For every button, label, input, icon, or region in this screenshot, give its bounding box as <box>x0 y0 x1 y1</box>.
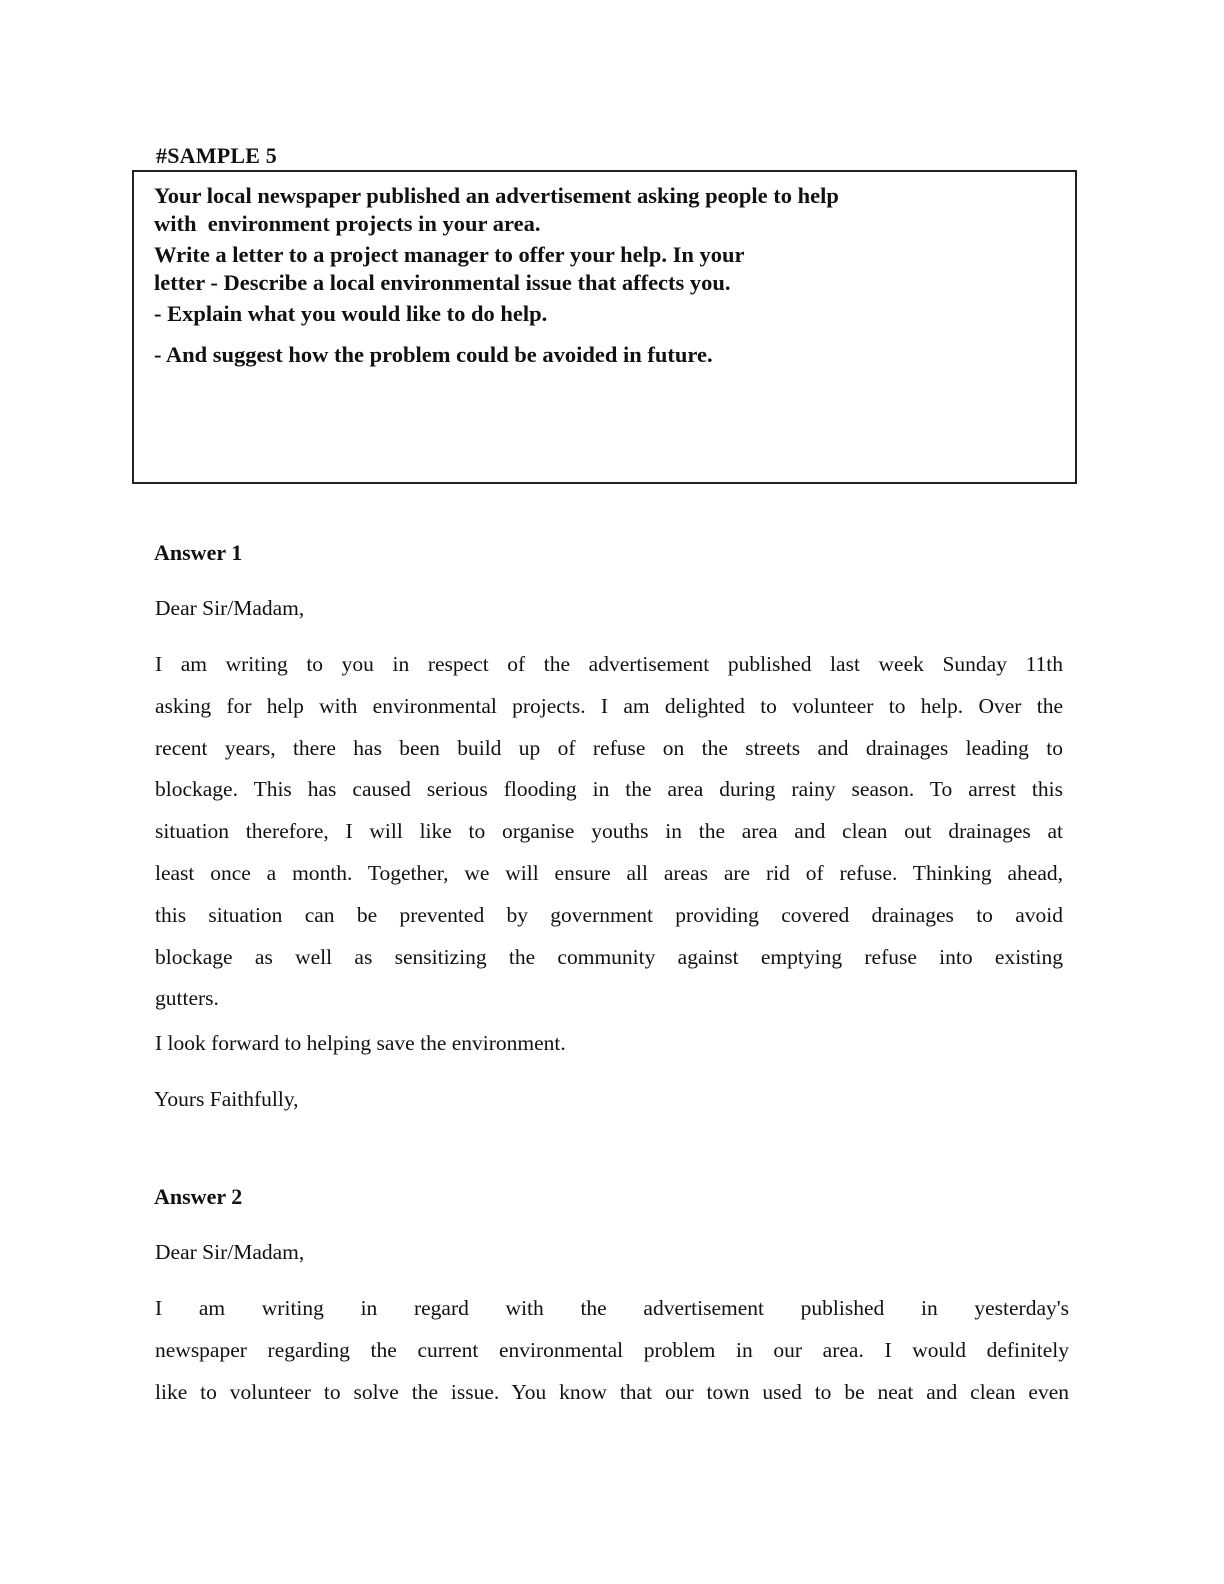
prompt-line: letter - Describe a local environmental issue that affects you. <box>154 270 731 295</box>
answer-1-body-line: least once a month. Together, we will ensure all areas are rid of refuse. Thinking ahead, <box>155 861 1063 885</box>
answer-2-salutation: Dear Sir/Madam, <box>155 1240 305 1264</box>
prompt-line: Your local newspaper published an advertisement asking people to help <box>154 183 839 208</box>
answer-1-body-line: blockage. This has caused serious flooding in the area during rainy season. To arrest this <box>155 777 1063 801</box>
answer-1-salutation: Dear Sir/Madam, <box>155 596 305 620</box>
answer-2-body-line: I am writing in regard with the advertisement published in yesterday's <box>155 1296 1069 1320</box>
prompt-line: with environment projects in your area. <box>154 211 541 236</box>
prompt-line: - Explain what you would like to do help. <box>154 301 548 326</box>
answer-2-body-line: newspaper regarding the current environmental problem in our area. I would definitely <box>155 1338 1069 1362</box>
answer-2-heading: Answer 2 <box>154 1184 243 1209</box>
sample-title: #SAMPLE 5 <box>156 143 277 168</box>
answer-1-body-line: situation therefore, I will like to organise youths in the area and clean out drainages at <box>155 819 1063 843</box>
answer-1-closing-line: I look forward to helping save the environment. <box>155 1031 566 1055</box>
answer-1-body-line: blockage as well as sensitizing the community against emptying refuse into existing <box>155 945 1063 969</box>
answer-1-body-line: gutters. <box>155 986 219 1010</box>
answer-1-body-line: this situation can be prevented by government providing covered drainages to avoid <box>155 903 1063 927</box>
answer-1-heading: Answer 1 <box>154 540 243 565</box>
prompt-line: - And suggest how the problem could be avoided in future. <box>154 342 713 367</box>
answer-1-body-line: recent years, there has been build up of refuse on the streets and drainages leading to <box>155 736 1063 760</box>
answer-2-body-line: like to volunteer to solve the issue. You know that our town used to be neat and clean even <box>155 1380 1069 1404</box>
prompt-line: Write a letter to a project manager to offer your help. In your <box>154 242 745 267</box>
answer-1-body-line: asking for help with environmental projects. I am delighted to volunteer to help. Over the <box>155 694 1063 718</box>
answer-1-sign-off: Yours Faithfully, <box>154 1087 299 1111</box>
answer-1-body-line: I am writing to you in respect of the advertisement published last week Sunday 11th <box>155 652 1063 676</box>
